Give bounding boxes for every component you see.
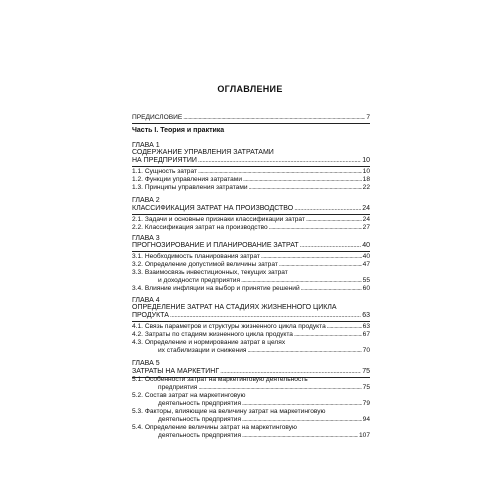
toc-entry: 5.2. Состав затрат на маркетинговую (132, 392, 246, 399)
chapter-label: ГЛАВА 1 (132, 142, 160, 149)
toc-entry: 4.1. Связь параметров и структуры жизненного цикла продукта . . . 63 (132, 321, 370, 332)
toc-entry: 2.2. Классификация затрат на производство . . . 27 (132, 222, 370, 233)
dot-leader (170, 310, 361, 321)
chapter-label: ГЛАВА 4 (132, 297, 160, 304)
toc-entry: 4.2. Затраты по стадиям жизненного цикла продукта . . . 67 (132, 329, 370, 340)
toc-entry: 3.1. Необходимость планирования затрат . . . 40 (132, 251, 370, 262)
part-title: Часть I. Теория и практика (132, 127, 225, 134)
toc-entry: 5.3. Факторы, влияющие на величину затрат на маркетинговую (132, 408, 326, 415)
chapter-title: СОДЕРЖАНИЕ УПРАВЛЕНИЯ ЗАТРАТАМИ (132, 149, 274, 156)
chapter-title: КЛАССИФИКАЦИЯ ЗАТРАТ НА ПРОИЗВОДСТВО . . . 24 (132, 203, 370, 214)
toc-entry: 1.2. Функции управления затратами . . . 18 (132, 174, 370, 185)
dot-leader (269, 222, 362, 233)
entry-page: 7 (366, 114, 370, 121)
toc-entry-preface (132, 112, 370, 123)
chapter-title: ПРОГНОЗИРОВАНИЕ И ПЛАНИРОВАНИЕ ЗАТРАТ . . . 40 (132, 240, 370, 251)
toc-entry: 1.1. Сущность затрат . . . 10 (132, 166, 370, 177)
toc-entry: 5.1. Особенности затрат на маркетинговую деятельность (132, 376, 308, 383)
toc-entry: 2.1. Задачи и основные признаки классификации затрат . . . 24 (132, 214, 370, 225)
chapter-label: ГЛАВА 3 (132, 235, 160, 242)
toc-entry-cont: деятельность предприятия . . . 107 (132, 430, 370, 441)
toc-entry-cont: предприятия . . . 75 (132, 382, 370, 393)
dot-leader (242, 430, 358, 441)
chapter-title: ОПРЕДЕЛЕНИЕ ЗАТРАТ НА СТАДИЯХ ЖИЗНЕННОГО ЦИКЛА (132, 304, 337, 311)
dot-leader (300, 240, 362, 251)
dot-leader (249, 182, 362, 193)
chapter-title: ЗАТРАТЫ НА МАРКЕТИНГ . . . 75 (132, 366, 370, 377)
toc-entry: 3.3. Взаимосвязь инвестиционных, текущих затрат (132, 269, 288, 276)
dot-leader (301, 283, 362, 294)
entry-page: 10 (362, 157, 370, 164)
toc-entry-cont: деятельность предприятия . . . 94 (132, 414, 370, 425)
toc-entry-cont: деятельность предприятия . . . 79 (132, 398, 370, 409)
chapter-label: ГЛАВА 5 (132, 360, 160, 367)
toc-title: ОГЛАВЛЕНИЕ (217, 84, 283, 94)
dot-leader (294, 203, 361, 214)
dot-leader (248, 345, 362, 356)
chapter-label: ГЛАВА 2 (132, 197, 160, 204)
chapter-title-cont: ПРОДУКТА . . . 63 (132, 310, 370, 321)
part-heading (132, 125, 370, 136)
toc-entry: 1.3. Принципы управления затратами . . . 22 (132, 182, 370, 193)
toc-entry: 3.4. Влияние инфляции на выбор и принятие решений . . . 60 (132, 283, 370, 294)
toc-entry-cont: и доходности предприятия . . . 55 (132, 275, 370, 286)
toc-entry: 4.3. Определение и нормирование затрат в целях (132, 339, 286, 346)
chapter-title-cont: НА ПРЕДПРИЯТИИ . . . 10 (132, 155, 370, 166)
toc-entry-cont: их стабилизации и снижения . . . 70 (132, 345, 370, 356)
dot-leader (183, 112, 365, 123)
dot-leader (198, 155, 361, 166)
toc-entry: 3.2. Определение допустимой величины затрат . . . 47 (132, 259, 370, 270)
toc-entry: 5.4. Определение величины затрат на маркетинговую (132, 424, 297, 431)
divider (132, 123, 370, 124)
entry-text: ПРЕДИСЛОВИЕ (132, 114, 183, 121)
